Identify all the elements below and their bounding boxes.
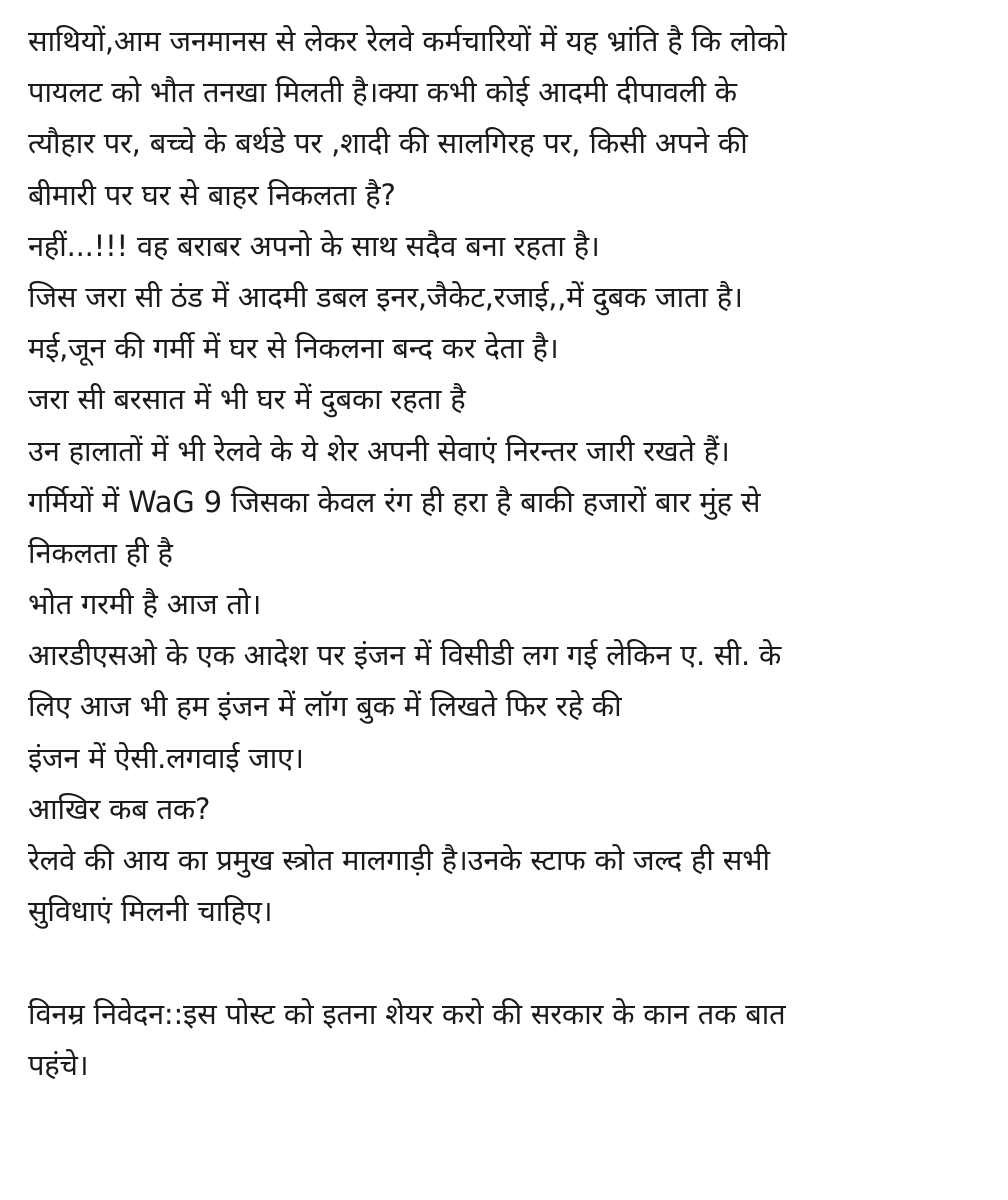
text-line: आखिर कब तक?	[28, 791, 211, 826]
text-line: मई,जून की गर्मी में घर से निकलना बन्द कर देता है।	[28, 331, 559, 366]
text-line: उन हालातों में भी रेलवे के ये शेर अपनी सेवाएं निरन्तर जारी रखते हैं।	[28, 433, 730, 468]
text-line: भोत गरमी है आज तो।	[28, 587, 262, 622]
text-line: त्यौहार पर, बच्चे के बर्थडे पर ,शादी की सालगिरह पर, किसी अपने की	[28, 126, 748, 161]
text-line: गर्मियों में WaG 9 जिसका केवल रंग ही हरा है बाकी हजारों बार मुंह से	[28, 484, 761, 519]
text-line: बीमारी पर घर से बाहर निकलता है?	[28, 177, 396, 212]
request-line: पहंचे।	[28, 1047, 89, 1082]
text-line: लिए आज भी हम इंजन में लॉग बुक में लिखते फिर रहे की	[28, 689, 622, 724]
text-line: इंजन में ऐसी.लगवाई जाए।	[28, 740, 304, 775]
text-line: रेलवे की आय का प्रमुख स्त्रोत मालगाड़ी है।उनके स्टाफ को जल्द ही सभी	[28, 843, 770, 877]
text-line: साथियों,आम जनमानस से लेकर रेलवे कर्मचारियों में यह भ्रांति है कि लोको	[28, 24, 787, 58]
text-line: जिस जरा सी ठंड में आदमी डबल इनर,जैकेट,रजाई,,में दुबक जाता है।	[28, 279, 743, 314]
text-line: सुविधाएं मिलनी चाहिए।	[28, 894, 273, 929]
text-line: आरडीएसओ के एक आदेश पर इंजन में विसीडी लग गई लेकिन ए. सी. के	[28, 638, 782, 673]
text-line: निकलता ही है	[28, 535, 173, 570]
request-line: विनम्र निवेदन::इस पोस्ट को इतना शेयर करो की सरकार के कान तक बात	[28, 996, 786, 1031]
text-line: नहीं...!!! वह बराबर अपनो के साथ सदैव बना रहता है।	[28, 228, 600, 263]
blank-line	[28, 937, 978, 988]
text-line: जरा सी बरसात में भी घर में दुबका रहता है	[28, 382, 466, 417]
text-line: पायलट को भौत तनखा मिलती है।क्या कभी कोई आदमी दीपावली के	[28, 75, 737, 110]
